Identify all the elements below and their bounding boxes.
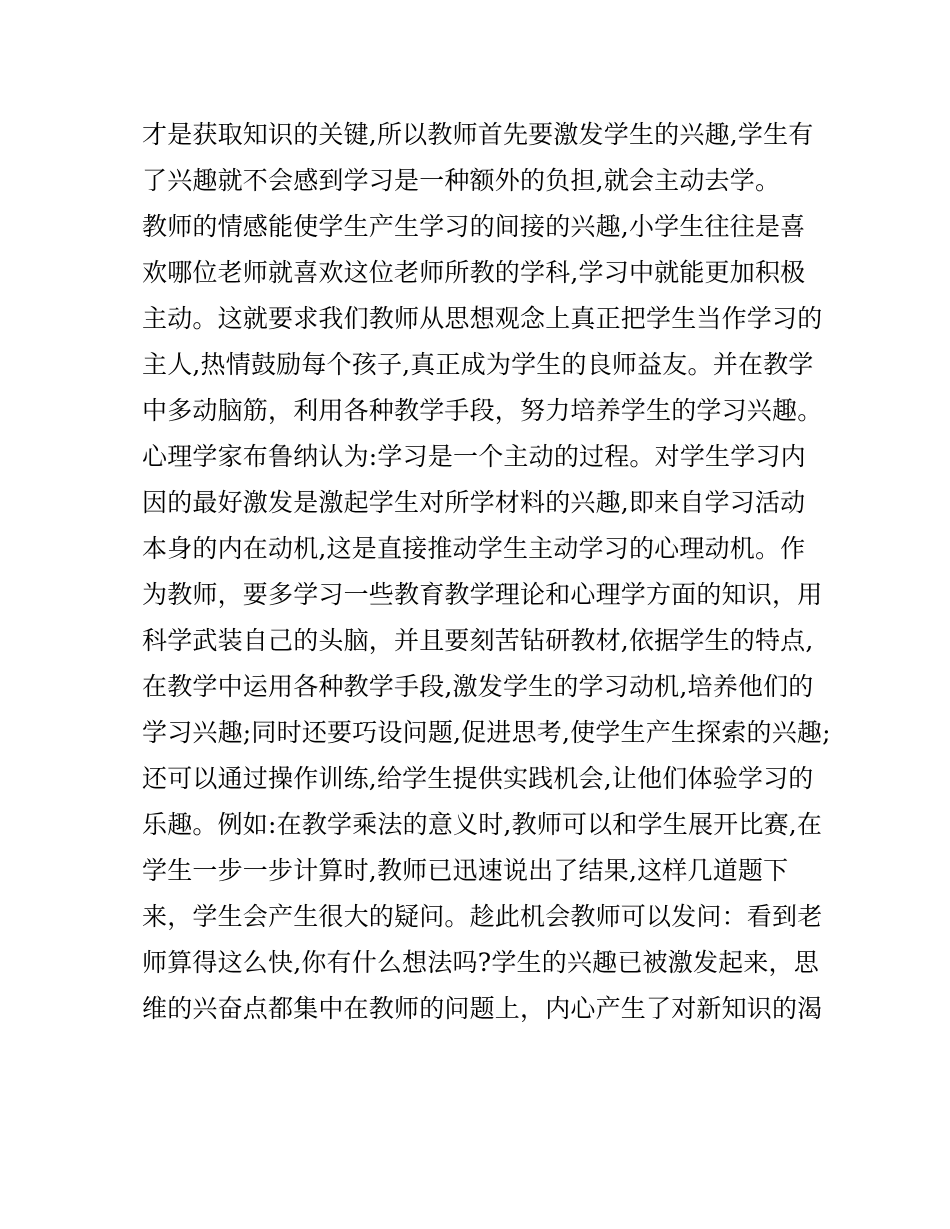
text-line: 了兴趣就不会感到学习是一种额外的负担,就会主动去学。 [142,166,781,195]
text-line: 维的兴奋点都集中在教师的问题上，内心产生了对新知识的渴 [142,994,823,1023]
text-line: 主动。这就要求我们教师从思想观念上真正把学生当作学习的 [142,304,823,333]
text-line: 才是获取知识的关键,所以教师首先要激发学生的兴趣,学生有 [142,120,814,149]
text-line: 因的最好激发是激起学生对所学材料的兴趣,即来自学习活动 [142,488,806,517]
text-line: 为教师，要多学习一些教育教学理论和心理学方面的知识，用 [142,580,823,609]
text-line: 学习兴趣;同时还要巧设问题,促进思考,使学生产生探索的兴趣; [142,718,831,747]
text-line: 本身的内在动机,这是直接推动学生主动学习的心理动机。作 [142,534,806,563]
text-line: 还可以通过操作训练,给学生提供实践机会,让他们体验学习的 [142,764,814,793]
text-line: 中多动脑筋，利用各种教学手段，努力培养学生的学习兴趣。 [142,396,823,425]
text-line: 主人,热情鼓励每个孩子,真正成为学生的良师益友。并在教学 [142,350,814,379]
text-line: 心理学家布鲁纳认为:学习是一个主动的过程。对学生学习内 [142,442,806,471]
text-line: 在教学中运用各种教学手段,激发学生的学习动机,培养他们的 [142,672,814,701]
body-text [142,112,832,1032]
text-line: 学生一步一步计算时,教师已迅速说出了结果,这样几道题下 [142,856,789,885]
text-line: 师算得这么快,你有什么想法吗?学生的兴趣已被激发起来，思 [142,948,819,977]
text-line: 教师的情感能使学生产生学习的间接的兴趣,小学生往往是喜 [142,212,806,241]
text-line: 科学武装自己的头脑，并且要刻苦钻研教材,依据学生的特点, [142,626,814,655]
text-line: 来，学生会产生很大的疑问。趁此机会教师可以发问：看到老 [142,902,823,931]
text-line: 欢哪位老师就喜欢这位老师所教的学科,学习中就能更加积极 [142,258,806,287]
text-line: 乐趣。例如:在教学乘法的意义时,教师可以和学生展开比赛,在 [142,810,823,839]
